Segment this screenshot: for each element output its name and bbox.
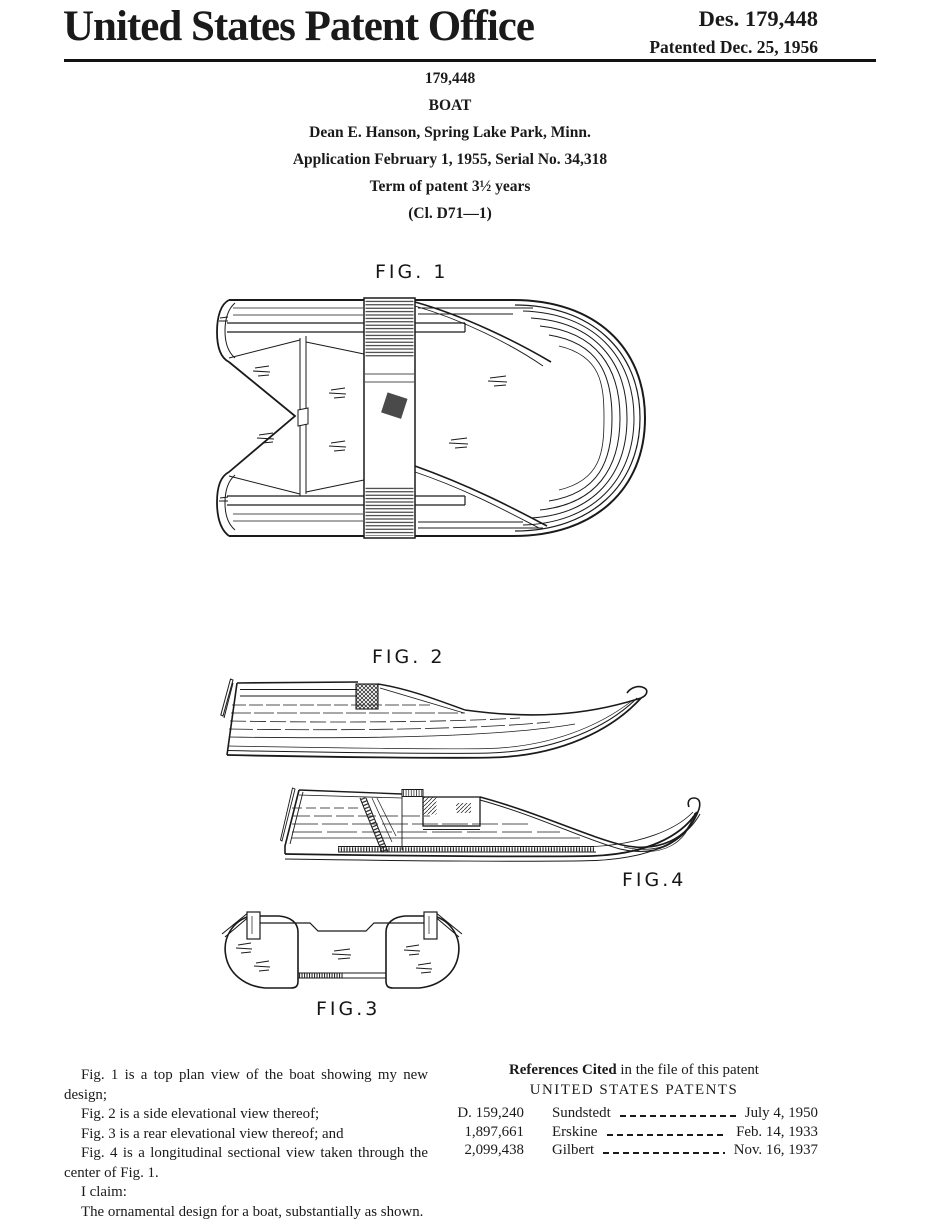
fig2-label: FIG. 2: [372, 646, 446, 668]
description-fig4: Fig. 4 is a longitudinal sectional view taken through the center of Fig. 1.: [64, 1145, 428, 1181]
reference-row: [450, 1141, 818, 1160]
references-heading-rest: in the file of this patent: [616, 1062, 759, 1078]
references-section: [450, 1062, 818, 1160]
fig1-linework: [217, 298, 645, 538]
claim-intro: I claim:: [81, 1184, 127, 1200]
fig4-linework: [281, 788, 701, 861]
reference-date: Nov. 16, 1937: [733, 1142, 818, 1158]
claim-text: The ornamental design for a boat, substantially as shown.: [81, 1203, 424, 1220]
reference-number: 1,897,661: [464, 1123, 524, 1140]
reference-row: [450, 1123, 818, 1142]
description-fig3: Fig. 3 is a rear elevational view thereof; and: [81, 1125, 344, 1142]
reference-name: Erskine: [552, 1123, 598, 1140]
dashed-leader: [603, 1152, 725, 1154]
title-block: [150, 70, 750, 232]
reference-number: D. 159,240: [457, 1105, 524, 1121]
description-fig2: Fig. 2 is a side elevational view thereof;: [81, 1106, 320, 1122]
serial-number: 179,448: [424, 70, 476, 87]
references-table: [450, 1104, 818, 1160]
fig3-label: FIG.3: [316, 998, 381, 1020]
classification-line: (Cl. D71—1): [408, 205, 492, 222]
fig3-drawing: [218, 903, 466, 1000]
fig4-drawing: [280, 786, 712, 882]
term-line: Term of patent 3½ years: [369, 178, 531, 195]
reference-name: Gilbert: [552, 1142, 595, 1158]
reference-name: Sundstedt: [552, 1105, 611, 1121]
fig1-drawing: [213, 290, 655, 546]
reference-row: [450, 1104, 818, 1123]
reference-number: 2,099,438: [464, 1142, 524, 1158]
patented-date: Patented Dec. 25, 1956: [649, 37, 818, 57]
reference-date: Feb. 14, 1933: [736, 1123, 818, 1140]
header-right-block: [649, 6, 818, 58]
fig3-linework: [222, 912, 462, 988]
references-heading: [450, 1062, 818, 1079]
inventor-line: Dean E. Hanson, Spring Lake Park, Minn.: [309, 124, 591, 141]
page-title: United States Patent Office: [63, 3, 534, 50]
application-line: Application February 1, 1955, Serial No. 34,318: [292, 151, 608, 168]
reference-date: July 4, 1950: [744, 1105, 818, 1121]
fig2-drawing: [220, 676, 652, 770]
design-patent-number: Des. 179,448: [698, 6, 818, 31]
fig4-label: FIG.4: [622, 869, 687, 891]
references-subheading: UNITED STATES PATENTS: [529, 1082, 739, 1098]
dashed-leader: [607, 1134, 728, 1136]
dashed-leader: [620, 1115, 736, 1117]
fig1-label: FIG. 1: [375, 261, 449, 283]
figure-descriptions-and-claim: [64, 1066, 428, 1222]
references-heading-bold: References Cited: [509, 1062, 617, 1078]
description-fig1: Fig. 1 is a top plan view of the boat showing my new design;: [64, 1067, 428, 1103]
invention-title: BOAT: [428, 97, 472, 114]
fig2-linework: [221, 679, 647, 758]
header-rule: [64, 59, 876, 62]
